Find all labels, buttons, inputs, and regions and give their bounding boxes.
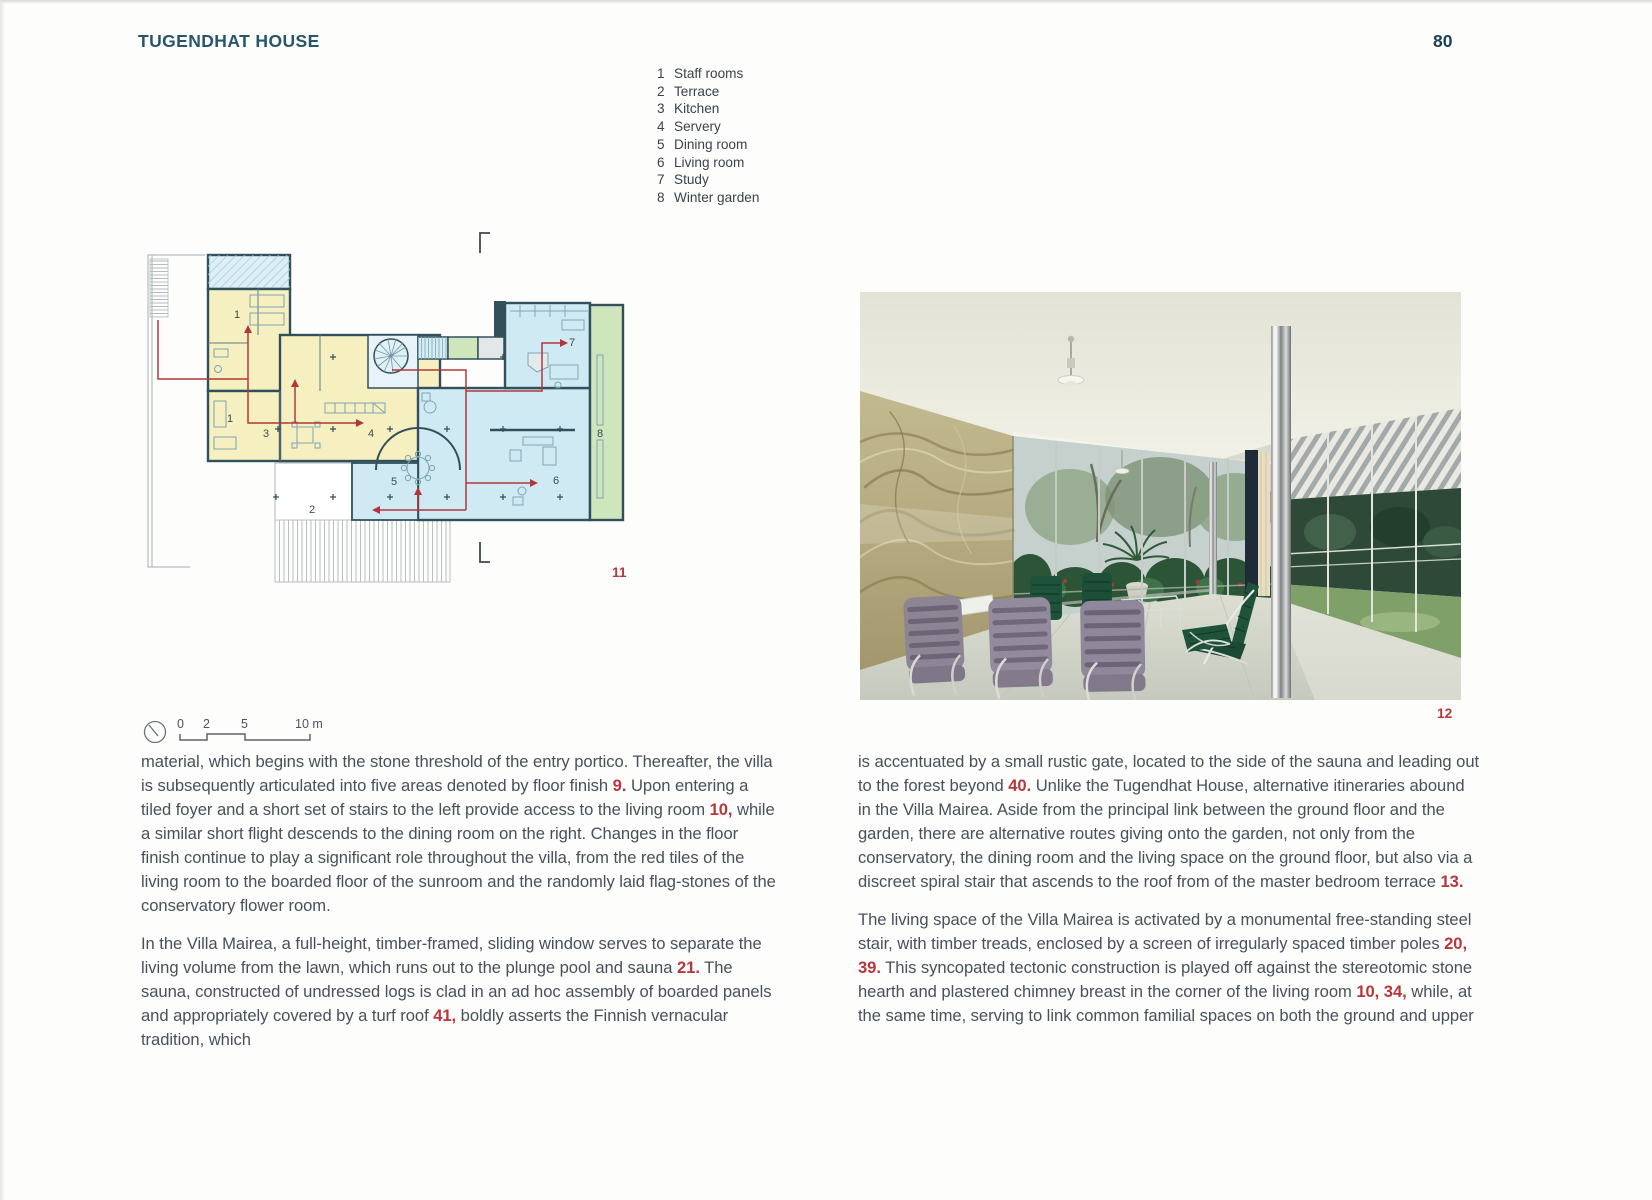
legend-item — [657, 83, 759, 101]
legend-item — [657, 154, 759, 172]
plan-room-number: 5 — [391, 476, 398, 488]
legend-label: Kitchen — [674, 101, 720, 117]
plan-room-number: 8 — [597, 428, 604, 440]
floor-plan — [130, 225, 690, 590]
legend-number: 8 — [657, 189, 665, 205]
north-arrow-icon — [145, 722, 166, 743]
page-edge — [0, 0, 1652, 4]
legend-item — [657, 171, 759, 189]
legend-item — [657, 136, 759, 154]
plan-room-number: 7 — [569, 337, 576, 349]
legend-item — [657, 118, 759, 136]
interior-photo — [860, 292, 1461, 700]
scale-label: 0 — [177, 717, 184, 731]
scale-bar — [138, 712, 328, 746]
legend-number: 5 — [657, 136, 665, 152]
scale-label: 5 — [241, 717, 248, 731]
legend-number: 2 — [657, 83, 665, 99]
legend-item — [657, 189, 759, 207]
scale-bar-line — [180, 734, 310, 740]
paragraph: The living space of the Villa Mairea is activated by a monumental free-standing steel stair, with timber treads, enclosed by a screen of irregularly spaced timber poles 20, 39. This syncopated tectonic construction is played off against the stereotomic stone hearth and plastered chimney breast in the corner of the living room 10, 34, while, at the same time, serving to link common familial spaces on both the ground and upper — [858, 910, 1474, 1025]
legend-label: Winter garden — [674, 189, 760, 205]
legend-number: 4 — [657, 119, 665, 135]
legend-item — [657, 65, 759, 83]
photo-dark-curtain — [1245, 450, 1258, 596]
legend-number: 6 — [657, 154, 665, 170]
legend-number: 3 — [657, 101, 665, 117]
photo-chrome-column — [1271, 326, 1291, 698]
floor-plan-figure — [130, 225, 690, 590]
scale-label: 10 m — [295, 717, 323, 731]
legend-number: 7 — [657, 172, 665, 188]
figure-number-plan: 11 — [612, 565, 627, 580]
plan-room-number: 6 — [553, 475, 560, 487]
terrace-steps — [275, 520, 450, 582]
plan-room-number: 1 — [227, 413, 234, 425]
plan-legend — [657, 65, 759, 207]
legend-label: Servery — [674, 119, 721, 135]
photo-cream-curtain — [1258, 452, 1270, 596]
legend-label: Staff rooms — [674, 66, 744, 81]
spiral-stair — [374, 339, 408, 373]
legend-label: Terrace — [674, 83, 720, 99]
page-title: TUGENDHAT HOUSE — [138, 31, 320, 51]
legend-label: Study — [674, 172, 709, 188]
page-edge — [0, 0, 5, 1200]
paragraph: material, which begins with the stone threshold of the entry portico. Thereafter, the villa is subsequently articulated into five areas denoted by floor finish 9. Upon entering a tiled foyer and a short set of stairs to the left provide access to the living room 10, while a similar short flight descends to the dining room on the right. Changes in the floor finish continue to play a significant role throughout the villa, from the red tiles of the living room to the boarded floor of the sunroom and the randomly laid flag-stones of the conservatory flower room. — [141, 752, 776, 915]
paragraph: In the Villa Mairea, a full-height, timber-framed, sliding window serves to separate the living volume from the lawn, which runs out to the plunge pool and sauna 21. The sauna, constructed of undressed logs is clad in an ad hoc assembly of boarded panels and appropriately covered by a turf roof 41, boldly asserts the Finnish vernacular tradition, which — [141, 934, 772, 1049]
text-column-right — [858, 750, 1480, 1042]
legend-item — [657, 100, 759, 118]
plan-room-number: 3 — [263, 428, 270, 440]
plan-room-number: 1 — [234, 309, 241, 321]
plan-room-number: 2 — [309, 504, 316, 516]
page-number: 80 — [1433, 31, 1453, 51]
site-boundary — [148, 255, 205, 567]
plan-room-number: 4 — [368, 428, 375, 440]
scale-label: 2 — [203, 717, 210, 731]
legend-label: Living room — [674, 154, 745, 170]
legend-label: Dining room — [674, 136, 748, 152]
figure-number-photo: 12 — [1437, 706, 1453, 721]
paragraph: is accentuated by a small rustic gate, located to the side of the sauna and leading out to the forest beyond 40. Unlike the Tugendhat House, alternative itineraries abound in the Villa Mairea. Aside from the principal link between the ground floor and the garden, there are alternative routes giving onto the garden, not only from the conservatory, the dining room and the living space on the ground floor, but also via a discreet spiral stair that ascends to the roof from of the master bedroom terrace 13. — [858, 752, 1480, 891]
legend-number: 1 — [657, 66, 665, 81]
text-column-left — [141, 750, 777, 1066]
